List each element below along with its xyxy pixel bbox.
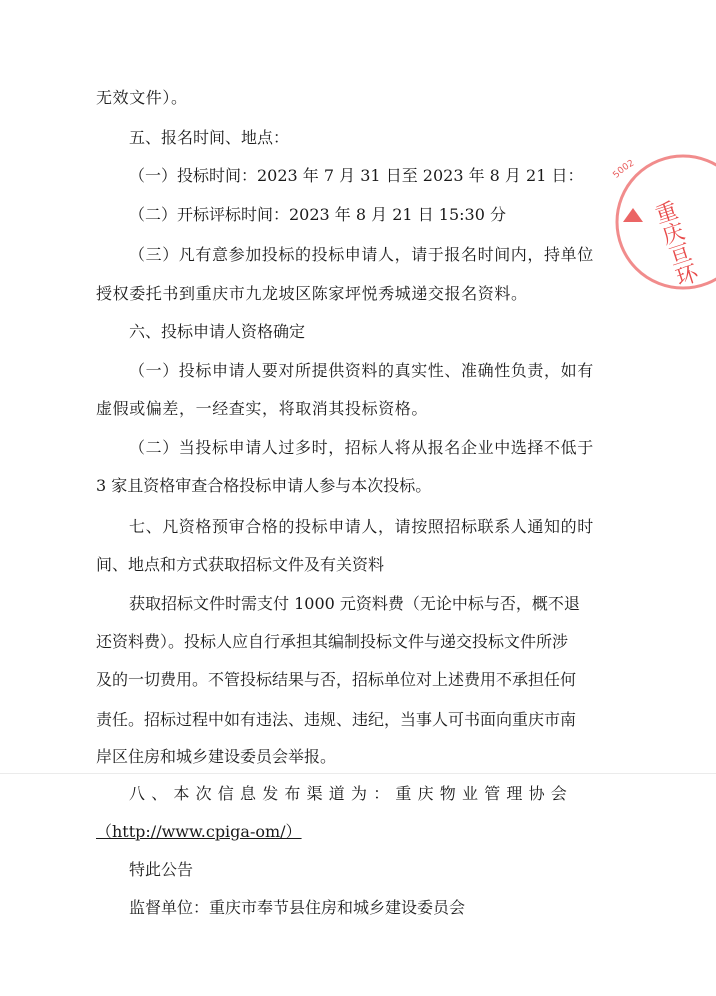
text-line: 间、地点和方式获取招标文件及有关资料	[96, 555, 385, 574]
text-line: 授权委托书到重庆市九龙坡区陈家坪悦秀城递交报名资料。	[96, 284, 528, 303]
text-line: （一）投标申请人要对所提供资料的真实性、准确性负责，如有	[129, 361, 594, 380]
text-line: （二）当投标申请人过多时，招标人将从报名企业中选择不低于	[129, 438, 594, 457]
section-heading: 六、投标申请人资格确定	[129, 322, 306, 341]
closing-text: 特此公告	[129, 860, 194, 879]
seal-star-icon	[623, 208, 643, 222]
text-line: 还资料费）。投标人应自行承担其编制投标文件与递交投标文件所涉	[96, 632, 569, 651]
text-line: 获取招标文件时需支付 1000 元资料费（无论中标与否，概不退	[129, 594, 580, 613]
text-line: （二）开标评标时间：2023 年 8 月 21 日 15:30 分	[129, 205, 506, 224]
text-line: 无效文件）。	[96, 88, 188, 107]
text-line: 虚假或偏差，一经查实，将取消其投标资格。	[96, 399, 429, 418]
section-heading: 八、本次信息发布渠道为：重庆物业管理协会	[129, 784, 574, 803]
seal-text: 重庆亘环	[649, 198, 701, 290]
supervisor-line: 监督单位：重庆市奉节县住房和城乡建设委员会	[129, 898, 466, 917]
section-heading: 五、报名时间、地点：	[129, 128, 290, 147]
text-line: （三）凡有意参加投标的投标申请人，请于报名时间内，持单位	[129, 245, 594, 264]
seal-number: 5002	[611, 158, 637, 181]
text-line: 岸区住房和城乡建设委员会举报。	[96, 747, 337, 766]
text-line: 3 家且资格审查合格投标申请人参与本次投标。	[96, 476, 432, 495]
website-link[interactable]: （http://www.cpiga-om/）	[96, 822, 302, 841]
text-line: （一）投标时间：2023 年 7 月 31 日至 2023 年 8 月 21 日：	[129, 166, 584, 185]
text-line: 及的一切费用。不管投标结果与否，招标单位对上述费用不承担任何	[96, 670, 577, 689]
text-line: 责任。招标过程中如有违法、违规、违纪，当事人可书面向重庆市南	[96, 710, 577, 729]
red-seal-stamp	[595, 150, 716, 300]
scan-fold-line	[0, 773, 716, 774]
section-heading: 七、凡资格预审合格的投标申请人，请按照招标联系人通知的时	[129, 517, 594, 536]
